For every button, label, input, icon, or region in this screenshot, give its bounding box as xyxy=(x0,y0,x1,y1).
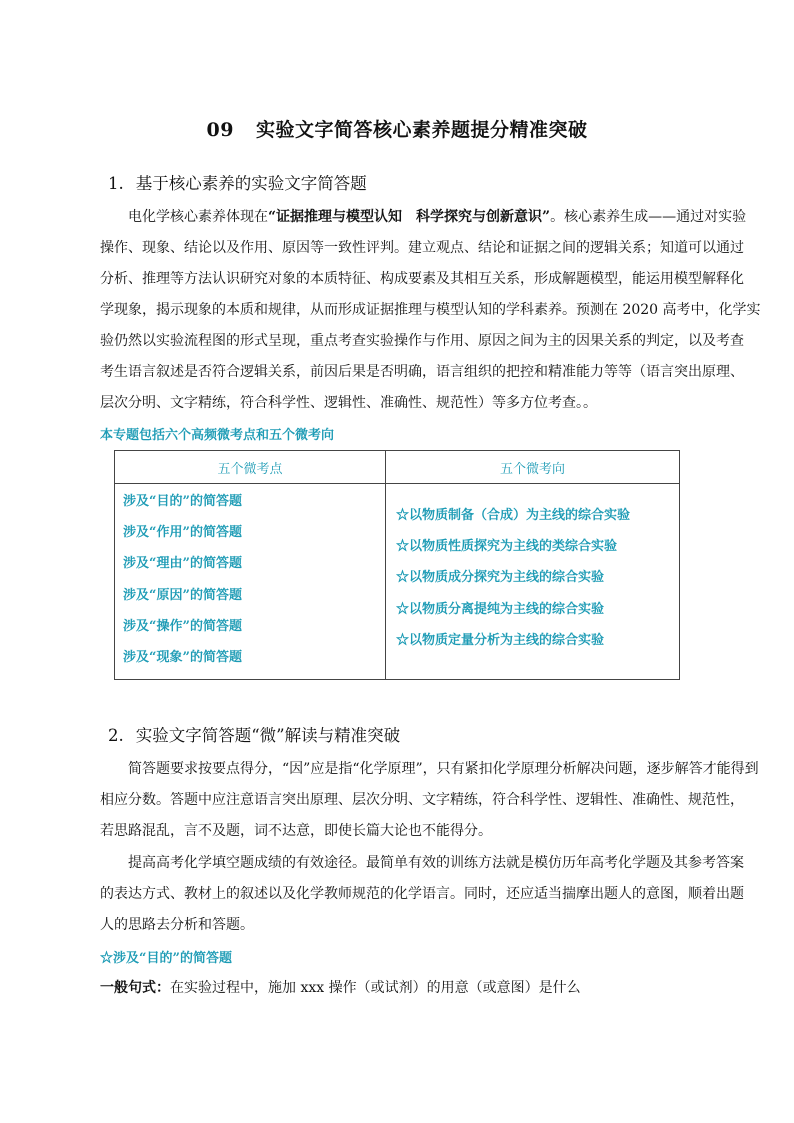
micro-points-cell xyxy=(115,484,386,680)
para3-line: 人的思路去分析和答题。 xyxy=(100,917,254,933)
list-item: ☆以物质性质探究为主线的类综合实验 xyxy=(396,539,618,555)
para3-line: 的表达方式、教材上的叙述以及化学教师规范的化学语言。同时，还应适当揣摩出题人的意图，顺着出题 xyxy=(100,886,744,902)
topics-table xyxy=(114,450,680,680)
section-2-heading xyxy=(108,722,400,746)
intro-line: 操作、现象、结论以及作用、原因等一致性评判。建立观点、结论和证据之间的逻辑关系；知道可以通过 xyxy=(100,240,744,256)
general-sentence xyxy=(100,973,724,1004)
micro-directions-cell xyxy=(386,484,680,680)
section-1-heading xyxy=(108,170,367,194)
para2-line: 简答题要求按要点得分，“因”应是指“化学原理”，只有紧扣化学原理分析解决问题，逐步解答才能得到 xyxy=(100,761,759,777)
para3-line: 提高高考化学填空题成绩的有效途径。最简单有效的训练方法就是模仿历年高考化学题及其参考答案 xyxy=(100,855,744,871)
list-item: 涉及“现象”的简答题 xyxy=(123,649,242,665)
intro-paragraph xyxy=(100,202,761,419)
section-2-number: 2. xyxy=(108,726,124,745)
general-label: 一般句式： xyxy=(100,980,170,996)
intro-line xyxy=(100,202,747,233)
intro-line: 层次分明、文字精练，符合科学性、逻辑性、准确性、规范性）等多方位考查。。 xyxy=(100,395,597,411)
paragraph-3 xyxy=(100,848,744,941)
para2-line: 相应分数。答题中应注意语言突出原理、层次分明、文字精练，符合科学性、逻辑性、准确性、规范性， xyxy=(100,792,744,808)
title-text: 实验文字简答核心素养题提分精准突破 xyxy=(255,119,588,141)
header-micro-points: 五个微考点 xyxy=(115,451,386,484)
intro-line-1a: 电化学核心素养体现在 xyxy=(128,209,268,225)
list-item: ☆以物质成分探究为主线的综合实验 xyxy=(396,570,605,586)
intro-line-1c: 。核心素养生成——通过对实验 xyxy=(550,209,747,225)
micro-points-list xyxy=(115,484,385,679)
sub-heading-purpose: ☆涉及“目的”的简答题 xyxy=(100,951,232,966)
list-item: 涉及“操作”的简答题 xyxy=(123,618,242,634)
page-title xyxy=(0,115,794,142)
intro-line: 考生语言叙述是否符合逻辑关系，前因后果是否明确，语言组织的把控和精准能力等等（语言突出原理、 xyxy=(100,364,744,380)
table-caption: 本专题包括六个高频微考点和五个微考向 xyxy=(100,428,335,443)
list-item: 涉及“理由”的简答题 xyxy=(123,556,242,572)
intro-line: 验仍然以实验流程图的形式呈现，重点考查实验操作与作用、原因之间为主的因果关系的判定，以及考查 xyxy=(100,333,744,349)
paragraph-2 xyxy=(100,754,759,847)
intro-line: 学现象，揭示现象的本质和规律，从而形成证据推理与模型认知的学科素养。预测在 2020 高考中，化学实 xyxy=(100,302,761,318)
list-item: 涉及“目的”的简答题 xyxy=(123,494,242,509)
table-body-row xyxy=(115,484,680,680)
general-text: 在实验过程中，施加 xxx 操作（或试剂）的用意（或意图）是什么 xyxy=(170,980,581,996)
section-1-number: 1. xyxy=(108,174,124,193)
list-item: 涉及“作用”的简答题 xyxy=(123,525,242,541)
list-item: ☆以物质定量分析为主线的综合实验 xyxy=(396,632,605,648)
section-1-title: 基于核心素养的实验文字简答题 xyxy=(135,174,367,193)
list-item: 涉及“原因”的简答题 xyxy=(123,587,242,603)
list-item: ☆以物质分离提纯为主线的综合实验 xyxy=(396,601,605,617)
general-line xyxy=(100,973,724,1004)
list-item: ☆以物质制备（合成）为主线的综合实验 xyxy=(396,508,631,523)
intro-line-1-bold: “证据推理与模型认知 科学探究与创新意识” xyxy=(268,209,551,225)
intro-line: 分析、推理等方法认识研究对象的本质特征、构成要素及其相互关系，形成解题模型，能运用模型解释化 xyxy=(100,271,744,287)
para2-line: 若思路混乱，言不及题，词不达意，即使长篇大论也不能得分。 xyxy=(100,823,492,839)
header-micro-directions: 五个微考向 xyxy=(386,451,680,484)
micro-directions-list xyxy=(386,484,679,662)
title-number: 09 xyxy=(206,119,234,141)
section-2-title: 实验文字简答题“微”解读与精准突破 xyxy=(135,726,401,745)
table-header-row xyxy=(115,451,680,484)
